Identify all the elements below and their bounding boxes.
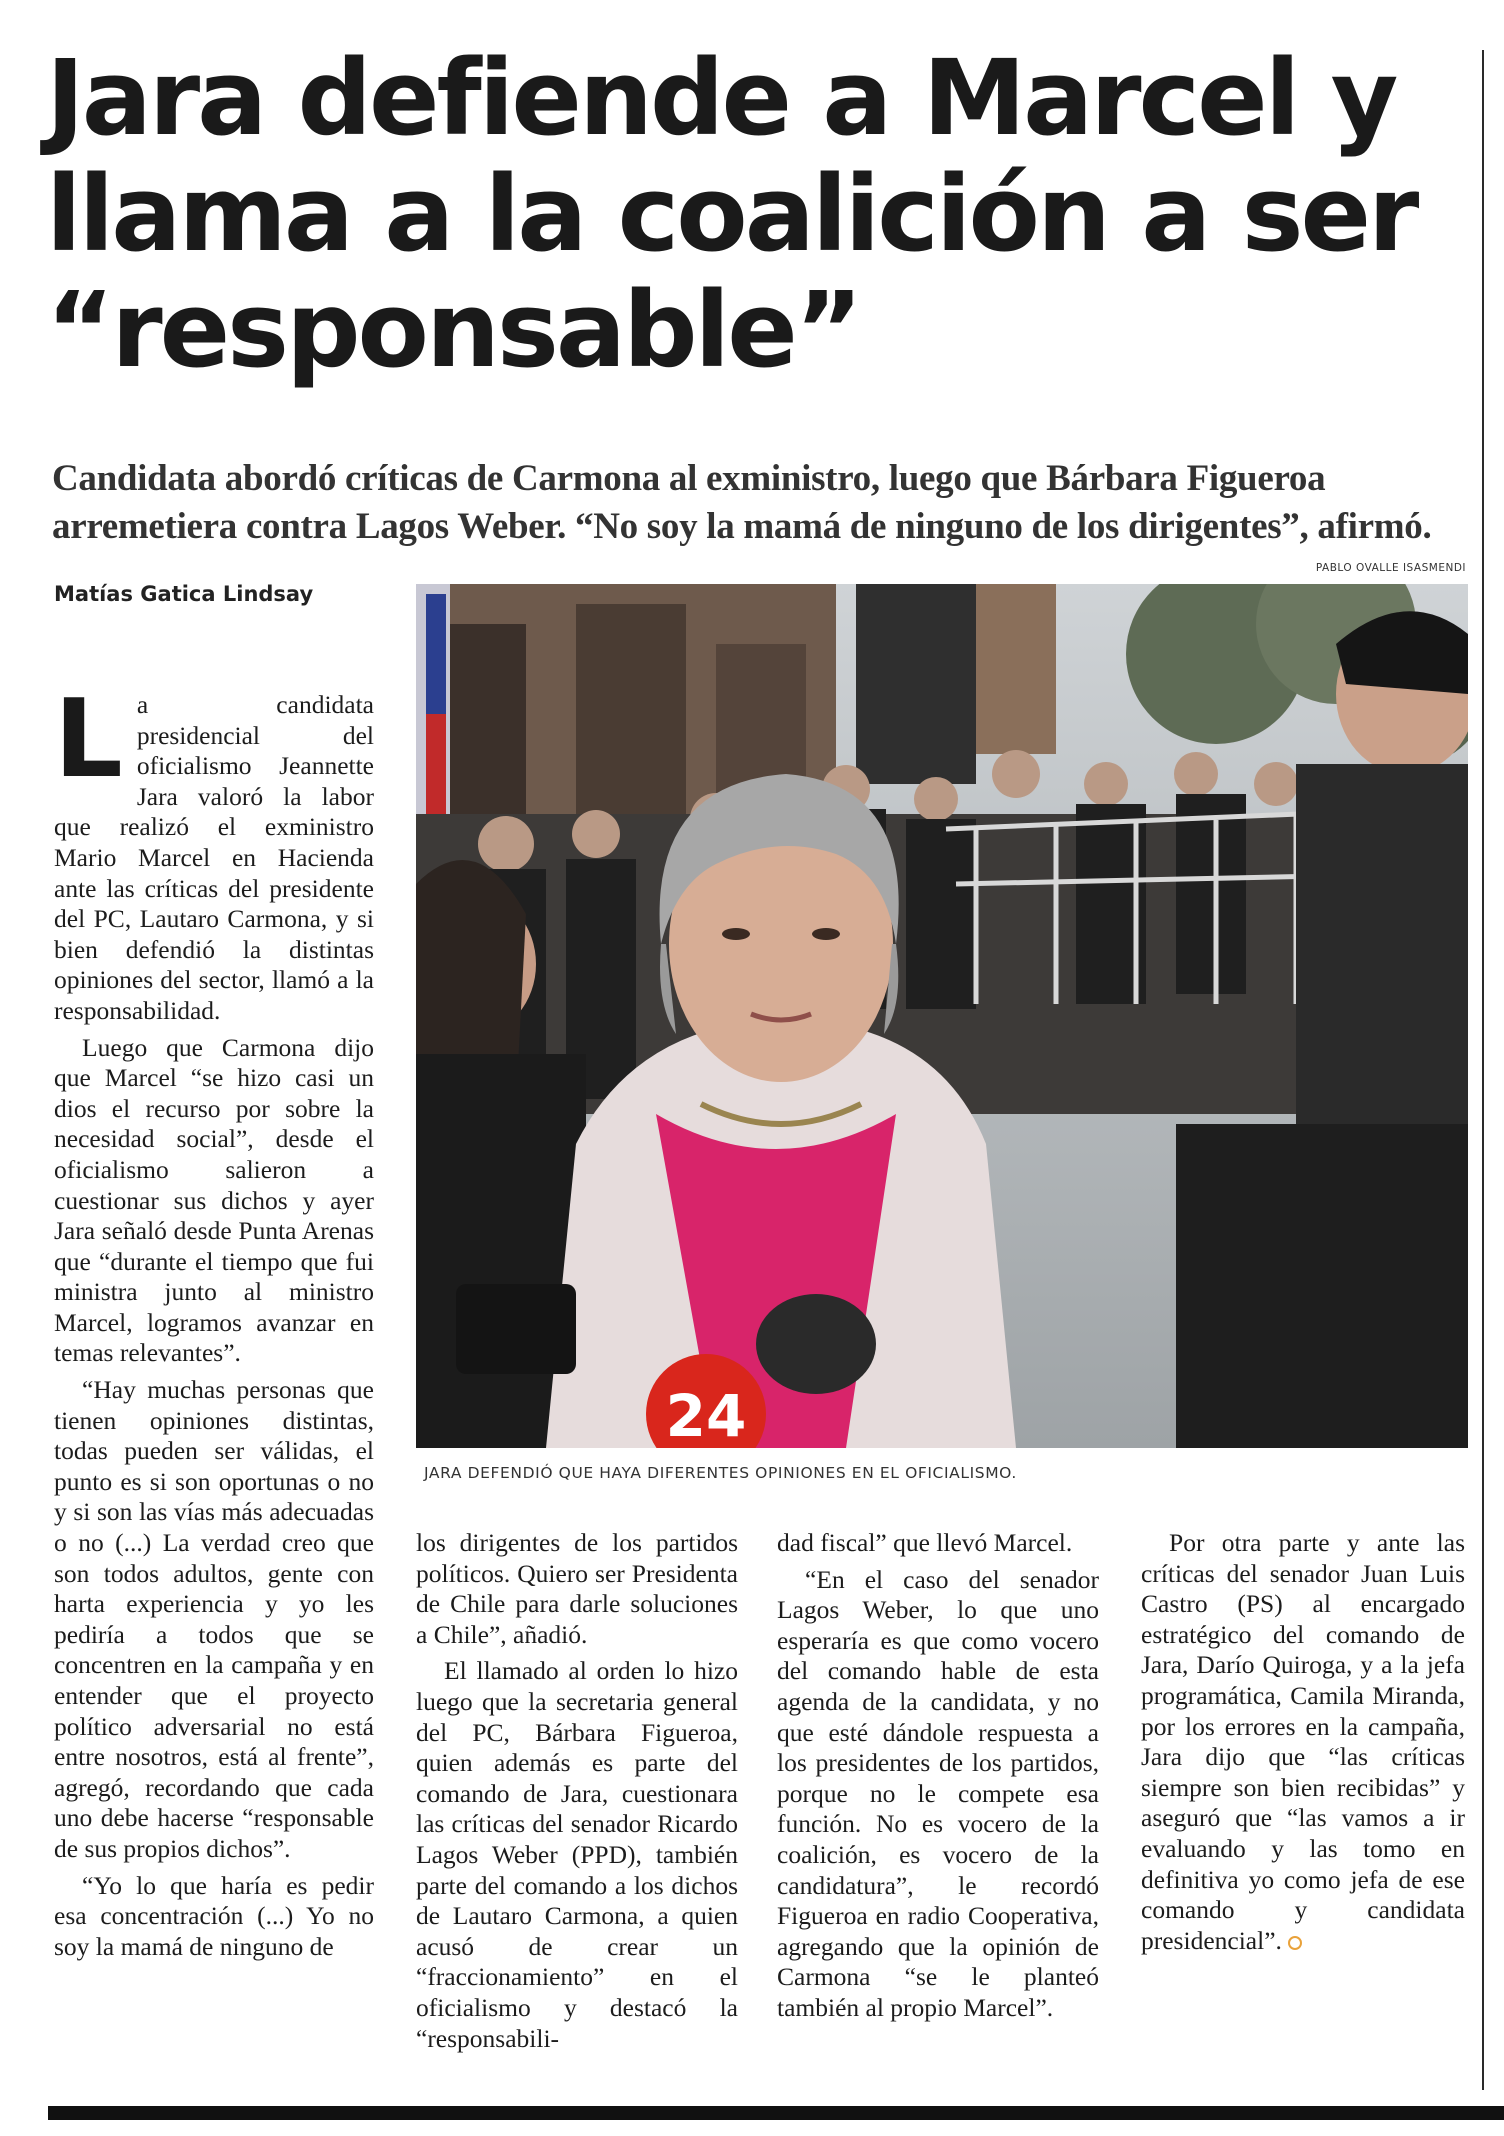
paragraph: El llamado al orden lo hizo luego que la secretaria general del PC, Bárbara Figueroa, quien además es parte del comando de Jara, cuestionara las críticas del senador Ricardo Lagos Weber (PPD), también parte del comando a los dichos de Lautaro Carmona, a quien acusó de crear un “fraccionamiento” en el oficialismo y destacó la “responsabili- [416, 1656, 738, 2053]
drop-cap: L [54, 677, 123, 802]
paragraph: Por otra parte y ante las críticas del senador Juan Luis Castro (PS) al encargado estratégico del comando de Jara, Darío Quiroga, y a la jefa programática, Camila Miranda, por los errores en la campaña, Jara dijo que “las críticas siempre son bien recibidas” y aseguró que “las vamos a ir evaluando y las tomo en definitiva yo como jefa de ese comando y candidata presidencial”. [1141, 1528, 1465, 1955]
paragraph: a candidata presidencial del oficialismo Jeannette Jara valoró la labor que realizó el exministro Mario Marcel en Hacienda ante las críticas del presidente del PC, Lautaro Carmona, y si bien defendió la distintas opiniones del sector, llamó a la responsabilidad. [54, 690, 374, 1025]
photo-caption: JARA DEFENDIÓ QUE HAYA DIFERENTES OPINIONES EN EL OFICIALISMO. [424, 1464, 1017, 1482]
column-rule-right [1482, 50, 1484, 2090]
byline: Matías Gatica Lindsay [54, 582, 314, 606]
paragraph: los dirigentes de los partidos políticos. Quiero ser Presidenta de Chile para darle soluciones a Chile”, añadió. [416, 1528, 738, 1649]
bottom-rule [48, 2106, 1504, 2120]
mic-flag-label: 24 [665, 1382, 747, 1448]
article-column-3 [777, 1528, 1099, 2030]
paragraph: “En el caso del senador Lagos Weber, lo que uno esperaría es que como vocero del comando hable de esta agenda de la candidata, y no que esté dándole respuesta a los presidentes de los partidos, porque no le compete esa función. No es vocero de la coalición, es vocero de la candidatura”, le recordó Figueroa en radio Cooperativa, agregando que la opinión de Carmona “se le planteó también al propio Marcel”. [777, 1564, 1099, 2022]
paragraph: dad fiscal” que llevó Marcel. [777, 1528, 1073, 1557]
article-photo [416, 584, 1468, 1448]
end-of-article-icon [1288, 1936, 1302, 1950]
headline: Jara defiende a Marcel y llama a la coalición a ser “responsable” [46, 37, 1417, 391]
paragraph: “Hay muchas personas que tienen opiniones distintas, todas pueden ser válidas, el punto es si son oportunas o no y si son las vías más adecuadas o no (...) La verdad creo que son todos adultos, gente con harta experiencia y yo les pediría a todos que se concentren en la campaña y en entender que el proyecto político adversarial no está entre nosotros, está al frente”, agregó, recordando que cada uno debe hacerse “responsable de sus propios dichos”. [54, 1375, 374, 1863]
subheadline: Candidata abordó críticas de Carmona al exministro, luego que Bárbara Figueroa arremetiera contra Lagos Weber. “No soy la mamá de ninguno de los dirigentes”, afirmó. [52, 458, 1432, 547]
paragraph: “Yo lo que haría es pedir esa concentración (...) Yo no soy la mamá de ninguno de [54, 1870, 374, 1961]
article-column-2 [416, 1528, 738, 2060]
paragraph: Luego que Carmona dijo que Marcel “se hizo casi un dios el recurso por sobre la necesidad social”, desde el oficialismo salieron a cuestionar sus dichos y ayer Jara señaló desde Punta Arenas que “durante el tiempo que fui ministra junto al ministro Marcel, logramos avanzar en temas relevantes”. [54, 1032, 374, 1368]
article-column-1 [54, 677, 374, 1968]
photo-credit: PABLO OVALLE ISASMENDI [1315, 562, 1466, 574]
article-column-4 [1141, 1528, 1465, 1962]
